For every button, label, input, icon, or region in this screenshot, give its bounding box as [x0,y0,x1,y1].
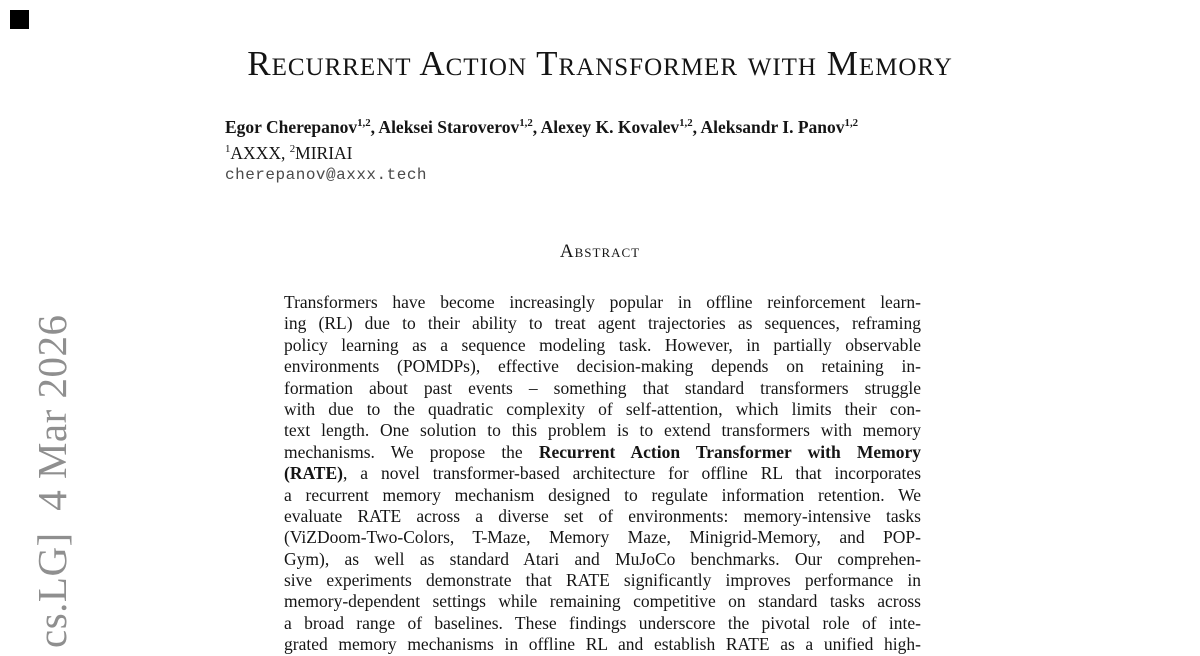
abstract-line [284,527,921,548]
text-segment: policy learning as a sequence modeling task. However, in partially observable [284,334,921,355]
abstract-line [284,442,921,463]
text-segment: a broad range of baselines. These findings underscore the pivotal role of inte- [284,612,921,633]
text-segment: a recurrent memory mechanism designed to regulate information retention. We [284,484,921,505]
text-segment: (RATE) [284,463,343,484]
text-segment: , a novel transformer-based architecture for offline RL that incorporates [342,463,921,484]
text-segment: grated memory mechanisms in offline RL and establish RATE as a unified high- [284,634,921,655]
text-segment: with due to the quadratic complexity of self-attention, which limits their con- [284,398,921,419]
text-segment: ing (RL) due to their ability to treat agent trajectories as sequences, reframing [284,313,921,334]
superscript: 1,2 [357,117,371,129]
abstract-line [284,313,921,334]
text-segment: , Aleksandr I. Panov [692,116,845,137]
text-segment: Gym), as well as standard Atari and MuJoCo benchmarks. Our comprehen- [284,548,921,569]
text-segment: text length. One solution to this problem is to extend transformers with memory [284,420,921,441]
text-segment: , Alexey K. Kovalev [532,116,680,137]
page-corner-marker [10,10,29,29]
abstract-line [284,463,921,484]
arxiv-watermark: cs.LG] 4 Mar 2026 [29,314,75,648]
superscript: 1 [225,142,231,155]
abstract-line [284,335,921,356]
abstract-heading: Abstract [559,241,641,262]
superscript: 1,2 [844,117,859,129]
text-segment: mechanisms. We propose the [284,441,539,462]
abstract-line [284,613,921,634]
abstract-line [284,549,921,570]
authors-line [225,112,985,138]
abstract-line [284,634,921,655]
author-block [225,112,985,186]
abstract-line [284,292,921,313]
text-segment: memory-dependent settings while remaining competitive on standard tasks across [284,591,921,612]
abstract-line [284,570,921,591]
text-segment: Transformers have become increasingly popular in offline reinforcement learn- [284,292,921,312]
superscript: 1,2 [519,117,533,129]
text-segment: sive experiments demonstrate that RATE significantly improves performance in [284,570,921,591]
text-segment: , Aleksei Staroverov [370,116,520,137]
text-segment: environments (POMDPs), effective decision-making depends on retaining in- [284,356,921,377]
abstract-line [284,420,921,441]
text-segment: Egor Cherepanov [225,116,358,137]
text-segment: formation about past events – something that standard transformers struggle [284,377,921,398]
affiliations-line [225,138,985,164]
abstract-line [284,399,921,420]
text-segment: (ViZDoom-Two-Colors, T-Maze, Memory Maze, Minigrid-Memory, and POP- [284,527,921,548]
text-segment: AXXX, [230,142,290,163]
abstract-line [284,356,921,377]
abstract-line [284,591,921,612]
abstract-line [284,506,921,527]
author-email: cherepanov@axxx.tech [225,165,428,184]
superscript: 1,2 [679,117,693,129]
abstract-line [284,378,921,399]
text-segment: MIRIAI [295,142,353,163]
abstract-text [284,292,921,656]
paper-title: Recurrent Action Transformer with Memory [247,44,953,83]
text-segment: Recurrent Action Transformer with Memory [538,441,921,462]
abstract-line [284,485,921,506]
text-segment: evaluate RATE across a diverse set of environments: memory-intensive tasks [284,505,921,526]
superscript: 2 [289,142,296,155]
